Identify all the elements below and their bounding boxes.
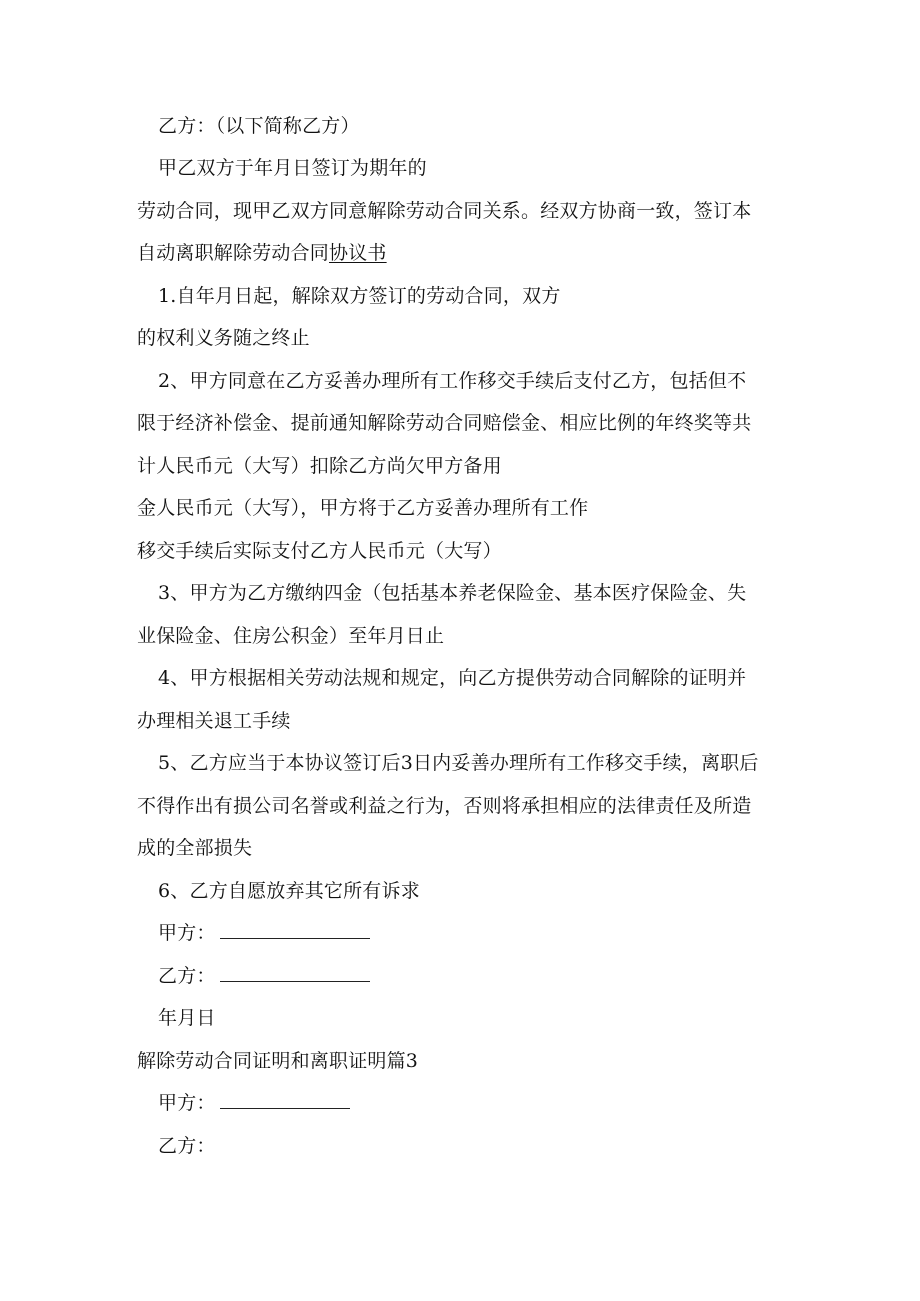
- clause-1-line-2: 的权利义务随之终止: [137, 327, 310, 349]
- intro-line-1: 甲乙双方于年月日签订为期年的: [158, 157, 427, 179]
- clause-2-line-2: 限于经济补偿金、提前通知解除劳动合同赔偿金、相应比例的年终奖等共: [137, 412, 752, 434]
- signature-party-b-blank[interactable]: [220, 965, 370, 982]
- signature-party-b: [158, 964, 370, 988]
- clause-3-line-1: 3、甲方为乙方缴纳四金（包括基本养老保险金、基本医疗保险金、失: [158, 582, 747, 604]
- signature-party-b-label: 乙方：: [158, 965, 216, 987]
- signature-date: 年月日: [158, 1007, 216, 1029]
- intro-line-2: 劳动合同，现甲乙双方同意解除劳动合同关系。经双方协商一致，签订本: [137, 200, 752, 222]
- clause-2-line-4: 金人民币元（大写），甲方将于乙方妥善办理所有工作: [137, 497, 589, 519]
- clause-2-line-3: 计人民币元（大写）扣除乙方尚欠甲方备用: [137, 455, 502, 477]
- clause-5-line-1: 5、乙方应当于本协议签订后3日内妥善办理所有工作移交手续，离职后: [158, 752, 759, 774]
- clause-2-line-5: 移交手续后实际支付乙方人民币元（大写）: [137, 540, 502, 562]
- signature-party-a: [158, 921, 370, 945]
- clause-6-line-1: 6、乙方自愿放弃其它所有诉求: [158, 880, 420, 902]
- clause-4-line-1: 4、甲方根据相关劳动法规和规定，向乙方提供劳动合同解除的证明并: [158, 667, 747, 689]
- clause-2-line-1: 2、甲方同意在乙方妥善办理所有工作移交手续后支付乙方，包括但不: [158, 370, 747, 392]
- clause-1-line-1: 1.自年月日起，解除双方签订的劳动合同，双方: [158, 285, 561, 307]
- section-party-a-blank[interactable]: [220, 1092, 350, 1109]
- clause-3-line-2: 业保险金、住房公积金）至年月日止: [137, 625, 445, 647]
- intro-line-3-text: 自动离职解除劳动合同: [137, 242, 330, 264]
- signature-party-a-label: 甲方：: [158, 922, 216, 944]
- section-party-a: [158, 1091, 350, 1115]
- clause-5-line-3: 成的全部损失: [137, 837, 253, 859]
- agreement-link[interactable]: 协议书: [329, 242, 387, 264]
- signature-party-a-blank[interactable]: [220, 922, 370, 939]
- clause-4-line-2: 办理相关退工手续: [137, 710, 291, 732]
- section-party-a-label: 甲方：: [158, 1092, 216, 1114]
- section-party-b: 乙方：: [158, 1135, 216, 1157]
- section-title: 解除劳动合同证明和离职证明篇3: [137, 1050, 419, 1072]
- party-b-intro: 乙方：（以下简称乙方）: [158, 115, 360, 137]
- clause-5-line-2: 不得作出有损公司名誉或利益之行为，否则将承担相应的法律责任及所造: [137, 795, 752, 817]
- intro-line-3: [137, 241, 387, 265]
